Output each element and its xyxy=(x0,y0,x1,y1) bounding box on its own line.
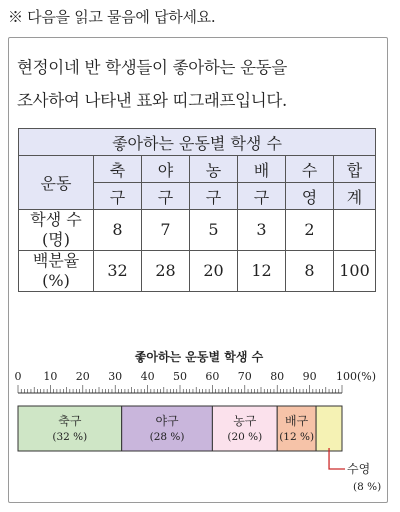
tick-label: 30 xyxy=(108,370,123,383)
segment-name: 축구 xyxy=(58,414,82,428)
bar-segment xyxy=(18,406,122,451)
table-cell: 28 xyxy=(142,251,190,292)
table-cell: 32 xyxy=(94,251,142,292)
problem-card xyxy=(8,37,388,503)
col-header-bottom: 구 xyxy=(94,183,142,210)
table-cell: 8 xyxy=(286,251,334,292)
row-label-top: 백분율 xyxy=(32,251,80,270)
segment-percent: (20 %) xyxy=(227,431,263,443)
table-cell xyxy=(334,210,376,251)
tick-label: 90 xyxy=(302,370,317,383)
col-header-bottom: 구 xyxy=(238,183,286,210)
segment-percent: (32 %) xyxy=(52,431,88,443)
segment-name: 농구 xyxy=(233,414,257,428)
segment-name: 배구 xyxy=(285,414,309,428)
row-label-bottom: (명) xyxy=(42,230,70,249)
col-header-top: 농 xyxy=(190,156,238,183)
table-cell: 3 xyxy=(238,210,286,251)
col-header-top: 합 xyxy=(334,156,376,183)
col-header-bottom: 영 xyxy=(286,183,334,210)
segment-name: 수영 xyxy=(347,462,371,476)
segment-percent: (28 %) xyxy=(149,431,185,443)
bar-segment xyxy=(212,406,277,451)
row-label-students xyxy=(19,210,94,251)
col-header-top: 수 xyxy=(286,156,334,183)
instruction-text: ※ 다음을 읽고 물음에 답하세요. xyxy=(8,8,216,26)
bar-segment xyxy=(316,406,342,451)
bar-segment xyxy=(277,406,316,451)
segment-percent: (8 %) xyxy=(353,481,382,493)
table-cell: 2 xyxy=(286,210,334,251)
bar-segment xyxy=(122,406,213,451)
tick-label: 40 xyxy=(140,370,155,383)
tick-label: 0 xyxy=(14,370,22,383)
table-cell: 20 xyxy=(190,251,238,292)
tick-label: 60 xyxy=(205,370,220,383)
sports-table xyxy=(18,128,376,292)
segment-percent: (12 %) xyxy=(279,431,315,443)
col-header-top: 야 xyxy=(142,156,190,183)
tick-label: 100(%) xyxy=(336,370,377,383)
row-label-top: 학생 수 xyxy=(30,210,82,229)
table-cell: 100 xyxy=(334,251,376,292)
tick-label: 50 xyxy=(173,370,187,383)
paragraph-line-2: 조사하여 나타낸 표와 띠그래프입니다. xyxy=(17,91,288,110)
col-header-top: 축 xyxy=(94,156,142,183)
table-title: 좋아하는 운동별 학생 수 xyxy=(19,129,376,156)
problem-paragraph xyxy=(17,51,377,117)
row-label-percent xyxy=(19,251,94,292)
row-label-bottom: (%) xyxy=(42,271,70,290)
paragraph-line-1: 현정이네 반 학생들이 좋아하는 운동을 xyxy=(17,58,288,77)
tick-label: 10 xyxy=(43,370,58,383)
col-header-bottom: 구 xyxy=(142,183,190,210)
table-corner-label: 운동 xyxy=(19,156,94,210)
segment-name: 야구 xyxy=(155,414,179,428)
tick-label: 20 xyxy=(75,370,90,383)
table-cell: 5 xyxy=(190,210,238,251)
col-header-bottom: 구 xyxy=(190,183,238,210)
table-cell: 12 xyxy=(238,251,286,292)
tick-label: 80 xyxy=(270,370,285,383)
table-cell: 7 xyxy=(142,210,190,251)
col-header-bottom: 계 xyxy=(334,183,376,210)
table-cell: 8 xyxy=(94,210,142,251)
col-header-top: 배 xyxy=(238,156,286,183)
chart-title: 좋아하는 운동별 학생 수 xyxy=(134,350,264,364)
band-graph xyxy=(9,366,387,504)
tick-label: 70 xyxy=(237,370,252,383)
